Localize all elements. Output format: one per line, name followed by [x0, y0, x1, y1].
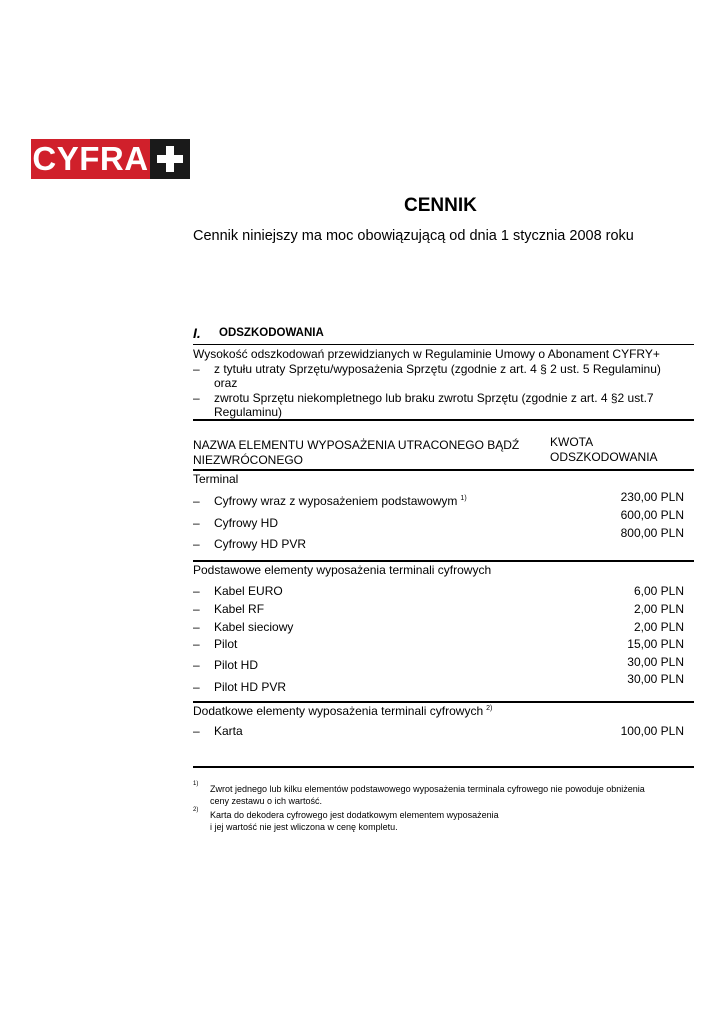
item-price: 30,00 PLN — [627, 672, 684, 686]
group-title-terminal: Terminal — [193, 472, 239, 486]
item-dash: – — [193, 637, 200, 651]
item-name: Pilot — [214, 637, 238, 651]
item-dash: – — [193, 494, 200, 508]
footnote-ref: 1) — [460, 495, 467, 502]
clause-dash: – — [193, 391, 200, 405]
group-rule — [193, 560, 694, 562]
footnote-1-line1: Zwrot jednego lub kilku elementów podstawowego wyposażenia terminala cyfrowego nie powoduje obniżenia — [210, 784, 645, 794]
item-name: Kabel EURO — [214, 584, 283, 598]
item-price: 30,00 PLN — [627, 655, 684, 669]
table-bottom-rule — [193, 766, 694, 768]
footnote-1-line2: ceny zestawu o ich wartość. — [210, 796, 323, 806]
item-price: 230,00 PLN — [620, 490, 684, 504]
item-name: Cyfrowy HD — [214, 516, 279, 530]
item-name: Pilot HD — [214, 658, 259, 672]
plus-icon — [150, 139, 190, 179]
item-dash: – — [193, 620, 200, 634]
item-price: 2,00 PLN — [633, 602, 684, 616]
item-price: 2,00 PLN — [633, 620, 684, 634]
section-heading: ODSZKODOWANIA — [219, 327, 324, 339]
item-dash: – — [193, 516, 200, 530]
item-name: Cyfrowy wraz z wyposażeniem podstawowym $^{1)}$ — [214, 494, 467, 508]
col2-header-line2: ODSZKODOWANIA — [550, 450, 658, 464]
col2-header-line1: KWOTA — [550, 435, 594, 449]
item-price: 100,00 PLN — [620, 724, 684, 738]
footnote-number: 1) — [193, 781, 199, 787]
cyfra-plus-logo — [31, 139, 190, 179]
section-number: I. — [193, 325, 201, 341]
clause-2-line1: zwrotu Sprzętu niekompletnego lub braku zwrotu Sprzętu (zgodnie z art. 4 §2 ust.7 — [214, 391, 654, 405]
item-name: Kabel sieciowy — [214, 620, 294, 634]
item-dash: – — [193, 680, 200, 694]
clause-dash: – — [193, 362, 200, 376]
clause-1-line2: oraz — [214, 376, 238, 390]
item-name: Cyfrowy HD PVR — [214, 537, 307, 551]
item-dash: – — [193, 658, 200, 672]
item-name: Kabel RF — [214, 602, 265, 616]
divider — [193, 344, 694, 345]
item-dash: – — [193, 537, 200, 551]
logo-wordmark: CYFRA — [32, 140, 149, 177]
item-dash: – — [193, 584, 200, 598]
section-intro: Wysokość odszkodowań przewidzianych w Regulaminie Umowy o Abonament CYFRY+ — [193, 347, 660, 361]
item-price: 800,00 PLN — [620, 526, 684, 540]
col1-header-line2: NIEZWRÓCONEGO — [193, 453, 303, 467]
item-price: 15,00 PLN — [627, 637, 684, 651]
page-subtitle: Cennik niniejszy ma moc obowiązującą od dnia 1 stycznia 2008 roku — [193, 228, 634, 244]
item-price: 6,00 PLN — [633, 584, 684, 598]
table-top-rule — [193, 419, 694, 421]
clause-1-line1: z tytułu utraty Sprzętu/wyposażenia Sprzętu (zgodnie z art. 4 § 2 ust. 5 Regulaminu) — [214, 362, 661, 376]
col1-header-line1: NAZWA ELEMENTU WYPOSAŻENIA UTRACONEGO BĄDŹ — [193, 438, 520, 452]
footnote-number: 2) — [193, 807, 199, 813]
table-header-rule — [193, 469, 694, 471]
footnote-2-line2: i jej wartość nie jest wliczona w cenę kompletu. — [210, 822, 398, 832]
item-price: 600,00 PLN — [620, 508, 684, 522]
group-rule — [193, 701, 694, 703]
item-name: Karta — [214, 724, 243, 738]
footnote-2-line1: Karta do dekodera cyfrowego jest dodatkowym elementem wyposażenia — [210, 810, 499, 820]
item-name: Pilot HD PVR — [214, 680, 287, 694]
item-dash: – — [193, 602, 200, 616]
clause-2-line2: Regulaminu) — [214, 405, 283, 419]
group-title-additional: Dodatkowe elementy wyposażenia terminali cyfrowych $^{2)}$ — [193, 704, 493, 718]
group-title-basic: Podstawowe elementy wyposażenia terminali cyfrowych — [193, 563, 492, 577]
page-title: CENNIK — [404, 195, 477, 216]
item-dash: – — [193, 724, 200, 738]
footnote-ref: 2) — [486, 705, 493, 712]
